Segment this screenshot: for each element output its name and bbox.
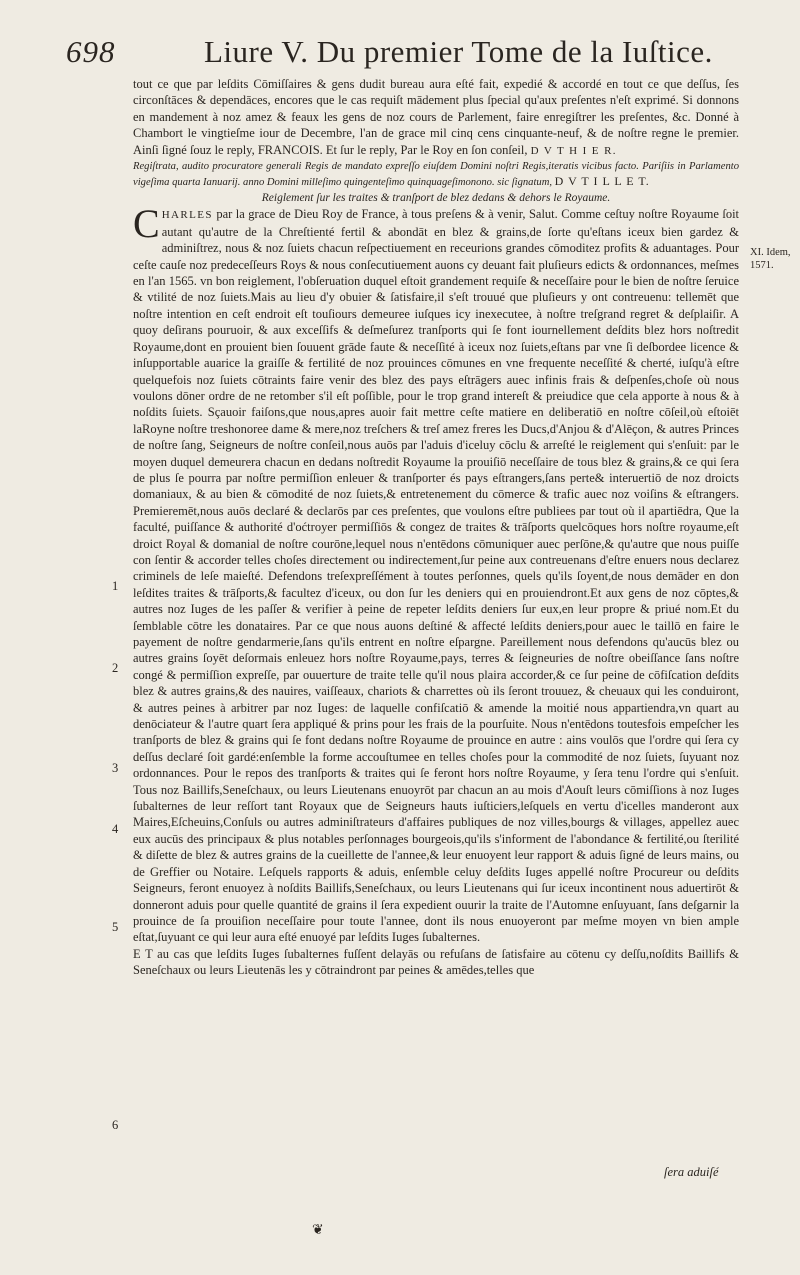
ordinance-paragraph bbox=[133, 201, 740, 945]
margin-number: 2 bbox=[112, 661, 119, 675]
registration-signatory: D V T I L L E T. bbox=[554, 174, 650, 189]
margin-note: XI. Idem, 1571. bbox=[750, 247, 791, 271]
ordinance-text: par la grace de Dieu Roy de France, à tous preſens & à venir, Salut. Comme ceſtuy noſtre Royaume ſoit autant qu'autre de la Chreſtienté fertil & abondāt en blez & grains,de ſorte qu'eſtans iceux bien gardez & adminiſtrez, nous & noz ſuiets chacun reſpectiuement en receurions grandes cōmoditez profits & aduantages. Pour ceſte cauſe noz predeceſſeurs Roys & nous conſecutiuement auons cy deuant fait pluſieurs edicts & ordonnances, meſmes en l'an 1565. vn bon reiglement, l'obſeruation duquel eſtoit grandement requiſe & neceſſaire pour le bien de noſtre ſeruice & vtilité de noz ſuiets.Mais au lieu d'y obuier & ſatisfaire,il s'eſt trouué que pluſieurs y ont contreuenu: tellemēt que noſtre intention en ceſt endroit eſt touſiours demeuree iuſques icy inexecutee, à noſtre treſgrand regret & deſplaiſir. A quoy deſirans pouruoir, & aux exceſſifs & deſmeſurez tranſports qui ſe font iournellement deſdits blez hors noſtredit Royaume,dont en prouient bien ſouuent grāde faute & neceſſité à iceux noz ſuiets,eſtans par vne ſi deſbordee licence & inſupportable auarice la graiſſe & fertilité de noz prouinces cōmunes en vne frequente neceſſité & cherté, iuſqu'à eſtre quelquefois noz ſuiets cōtraints faire venir des blez des pays eſtrāgers auec infinis frais & deſpenſes,choſe où nous voulons dōner ordre de ne retomber s'il eſt poſſible, pour le trop grand intereſt & preiudice que cela apporte à nous & à noſdits ſuiets. Sçauoir faiſons,que nous,apres auoir fait mettre ceſte matiere en deliberatiō en noſtre cōſeil,où eſtoiēt laRoyne noſtre treshonoree dame & mere,noz treſchers & treſ amez freres les Ducs,d'Anjou & d'Alēçon, & autres Princes de noſtre ſang, Seigneurs de noſtre conſeil,nous auōs par l'aduis d'iceluy cōclu & arreſté le reiglement qui s'enſuit: par le moyen duquel demeurera chacun en dedans noſtredit Royaume la prouiſiō neceſſaire de tous blez & grains,& ce qui ſera de plus ſe pourra par noſtre permiſſion enleuer & tranſporter és pays eſtrangers,ſans perte& interuertiō de noz droicts domaniaux, & au bien & cōmodité de noz ſuiets,& entretenement du cōmerce & trafic auec noz voiſins & eſtrangers. Premieremēt,nous auōs declaré & declarōs par ces preſentes, que voulons eſtre publiees par tout où il apartiēdra, Que la faculté, puiſſance & authorité d'oćtroyer permiſſiōs & congez de traites & trāſports quelcōques hors noſtre royaume,eſt droict Royal & domanial de noſtre courōne,lequel nous n'entēdons cōmuniquer auec perſōne,& qu'autre que nous puiſſe con ſentir & accorder telles choſes directement ou indirectement,ſur peine aux contreuenans d'eſtre enuers nous declarez criminels de leſe maieſté. Defendons treſexpreſſément à toutes perſonnes, quels qu'ils ſoyent,de nous demāder en don leſdites traites & trāſports,& facultez d'iceux, ou don ſur les deniers qui en prouiendront.Et aux gens de noz cōptes,& autres noz Iuges de les paſſer & verifier à peine de repeter leſdits deniers ſur eux,en leur propre & priué nom.Et du ſemblable cōtre les donataires. Par ce que nous auons deſtiné & affecté leſdits deniers,pour auec le taillō en faire le payement de noſtre gendarmerie,ſans qu'ils entrent en noſtre eſpargne. Pareillement nous defendons qu'aucūs blez ou autres grains ſoyēt deſormais enleuez hors noſtre Royaume,pays, terres & ſeigneuries de noſtre obeiſſance ſans noſtre congé & permiſſion expreſſe, par ouuerture de traite telle qu'il nous plaira accorder,& ce ſur peine de cōfiſcation deſdits blez & autres grains,& des nauires, vaiſſeaux, chariots & charrettes où ils ſeront trouuez, & cheuaux qui les conduiront, & autres peines à arbitrer par noz Iuges: de laquelle confiſcatiō & amende la moitié nous appartiendra,vn quart au denōciateur & l'autre quart ſera appliqué & prins pour les frais de la pourſuite. Nous n'entēdons toutesfois empeſcher les tranſports de blez & grains qui ſe font dedans noſtre Royaume de prouince en autre : ains voulōs que l'ordre qui ſera cy deſſus declaré ſoit gardé:enſemble la forme accouſtumee en telles choſes pour la commodité de noz ſuiets, ſuyuant noz ordonnances. Pour le repos des tranſports & traites qui ſe feront hors noſtre Royaume, y ſera tenu l'ordre qui s'enſuit. Tous noz Baillifs,Seneſchaux, ou leurs Lieutenans enuoyrōt par chacun an au mois d'Aouſt leurs cōmiſſions à noz Iuges ſubalternes de leur reſſort tant Royaux que de Seigneurs hauts iuſticiers,leſquels en vertu d'icelles manderont aux Maires,Eſcheuins,Conſuls ou autres adminiſtrateurs d'affaires publiques de noz villes,bourgs & villages, appellez auec eux aucūs des principaux & plus notables perſonnages bourgeois,qu'ils s'informent de l'abondance & fertilité,ou ſterilité & diſette de blez & autres grains de la cueillette de l'annee,& leur enuoyent leur rapport & aduis ſigné de leurs mains, ou de Greffier ou Notaire. Leſquels rapports & aduis, enſemble celuy deſdits Iuges appellé noſtre Procureur ou deſdits Seigneurs, feront enuoyez à noſdits Baillifs,Seneſchaux, ou leurs Lieutenans qui ſur iceux incontinent nous aduertirōt & donneront aduis pour quelle quantité de grains il ſera expedient ouurir la traite de l'Automne enſuyuant, ſans deſgarnir la prouince de ſa prouiſion neceſſaire pour toute l'annee, dont ils nous enuoyeront par meſme moyen vn bien ample eſtat,ſuyuant ce qui leur aura eſté enuoyé par leſdits Iuges ſubalternes. bbox=[133, 207, 740, 945]
intro-paragraph bbox=[133, 76, 739, 159]
margin-number: 6 bbox=[112, 1118, 119, 1132]
margin-number: 4 bbox=[112, 822, 119, 836]
margin-number: 3 bbox=[112, 761, 119, 775]
margin-number: 5 bbox=[112, 920, 119, 934]
page-header bbox=[62, 30, 742, 76]
registration-note bbox=[133, 159, 739, 190]
intro-text: tout ce que par leſdits Cōmiſſaires & gens dudit bureau aura eſté fait, expedié & accordé en tout ce que deſſus, ſes circonſtāces & dependāces, encores que le cas requiſt mādement plus ſpecial qu'aux preſentes n'eſt exprimé. Si donnons en mandement à noz amez & feaux les gens de noz cours de Parlement, faire enregiſtrer les preſentes, &c. Donné à Chambort le vingtieſme iour de Decembre, l'an de grace mil cinq cens cinquante-neuf, & de noſtre regne le premier. Ainſi ſigné ſouz le reply, FRANCOIS. Et ſur le reply, Par le Roy en ſon conſeil, bbox=[133, 77, 739, 157]
section-title: Reiglement ſur les traites & tranſport de blez dedans & dehors le Royaume. bbox=[261, 192, 611, 205]
printer-ornament-icon: ❦ bbox=[312, 1223, 324, 1238]
body-text bbox=[133, 76, 739, 979]
page-number: 698 bbox=[66, 34, 116, 69]
paragraph-six: E T au cas que leſdits Iuges ſubalternes fuſſent delayās ou refuſans de ſatisfaire au cōtenu cy deſſu,noſdits Baillifs & Seneſchaux ou leurs Lieutenās les y cōtraindront par peines & amēdes,telles que bbox=[133, 946, 739, 978]
registration-text: Regiſtrata, audito procuratore generali Regis de mandato expreſſo eiuſdem Domini noſtri Regis,iteratis vicibus facto. Pariſiis in Parlamento vigeſima quarta Ianuarij. anno Domini milleſimo quingenteſimo quinquageſimonono. sic ſignatum, bbox=[133, 161, 739, 189]
catchword: ſera aduiſé bbox=[664, 1165, 719, 1179]
drop-cap: C bbox=[133, 201, 160, 247]
opening-word: HARLES bbox=[161, 209, 213, 222]
running-title: Liure V. Du premier Tome de la Iuſtice. bbox=[204, 34, 713, 69]
margin-number: 1 bbox=[112, 579, 119, 593]
signature: D V T H I E R. bbox=[530, 144, 617, 157]
